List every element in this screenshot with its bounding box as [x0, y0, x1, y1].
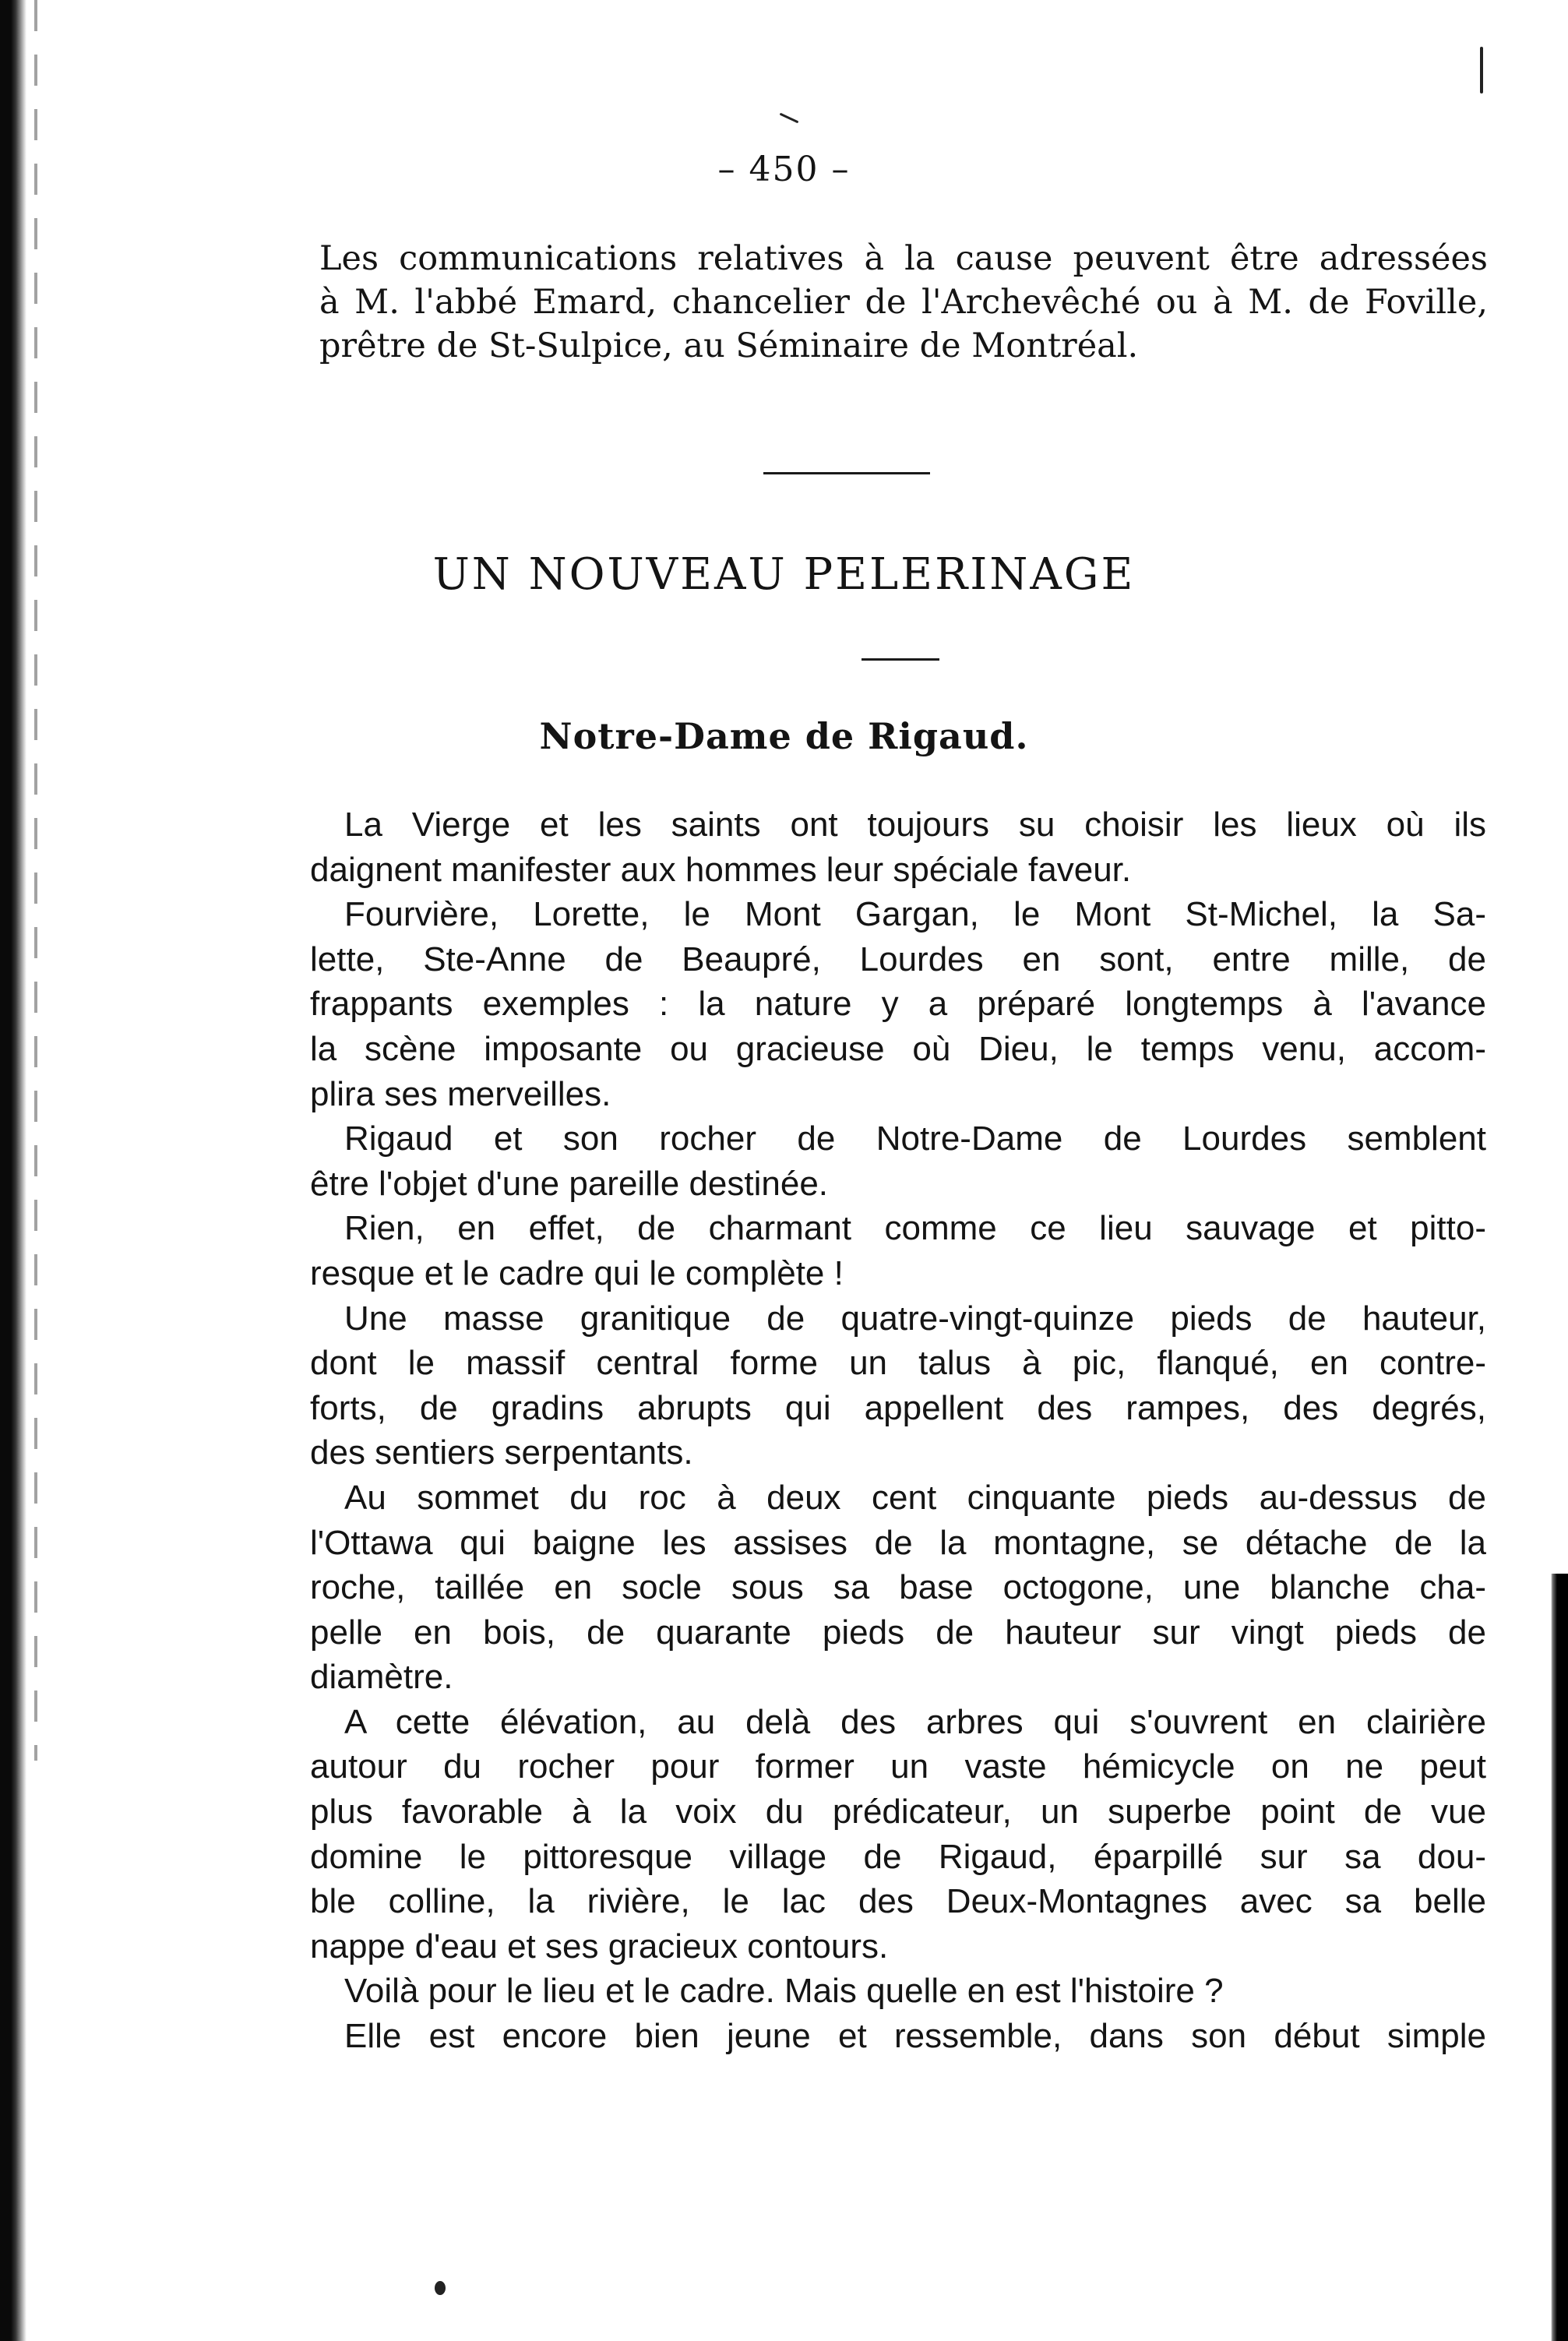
- paragraph: [310, 1700, 1486, 1969]
- text-line: ble colline, la rivière, le lac des Deux-Montagnes avec sa belle: [310, 1882, 1486, 1921]
- paragraph: [310, 1475, 1486, 1700]
- title-divider: [862, 658, 939, 661]
- paragraph: [310, 2014, 1486, 2059]
- text-line: Une masse granitique de quatre-vingt-quinze pieds de hauteur,: [344, 1299, 1486, 1338]
- ink-speck: [1480, 47, 1483, 93]
- text-line: daignent manifester aux hommes leur spéciale faveur.: [310, 850, 1132, 889]
- text-line: l'Ottawa qui baigne les assises de la montagne, se détache de la: [310, 1523, 1486, 1562]
- text-line: dont le massif central forme un talus à pic, flanqué, en contre-: [310, 1344, 1486, 1383]
- text-line: Rigaud et son rocher de Notre-Dame de Lourdes semblent: [344, 1119, 1486, 1158]
- notice-paragraph: [319, 237, 1488, 368]
- text-line: plus favorable à la voix du prédicateur, un superbe point de vue: [310, 1793, 1486, 1832]
- text-line: pelle en bois, de quarante pieds de hauteur sur vingt pieds de: [310, 1613, 1486, 1652]
- notice-line: à M. l'abbé Emard, chancelier de l'Archevêché ou à M. de Foville,: [319, 283, 1488, 322]
- text-line: domine le pittoresque village de Rigaud, éparpillé sur sa dou-: [310, 1837, 1486, 1876]
- article-subtitle: Notre-Dame de Rigaud.: [539, 715, 1029, 757]
- text-line: roche, taillée en socle sous sa base octogone, une blanche cha-: [310, 1568, 1486, 1607]
- text-line: nappe d'eau et ses gracieux contours.: [310, 1927, 889, 1966]
- text-line: autour du rocher pour former un vaste hémicycle on ne peut: [310, 1747, 1486, 1786]
- text-line: frappants exemples : la nature y a préparé longtemps à l'avance: [310, 985, 1486, 1024]
- text-line: lette, Ste-Anne de Beaupré, Lourdes en sont, entre mille, de: [310, 940, 1486, 978]
- section-divider: [763, 472, 930, 474]
- binding-edge: [0, 0, 26, 2341]
- article-title: UN NOUVEAU PELERINAGE: [432, 549, 1136, 600]
- text-line: plira ses merveilles.: [310, 1074, 611, 1113]
- page-number: – 450 –: [717, 150, 851, 189]
- ink-speck: [780, 113, 799, 124]
- text-line: la scène imposante ou gracieuse où Dieu, le temps venu, accom-: [310, 1029, 1486, 1068]
- text-line: Voilà pour le lieu et le cadre. Mais quelle en est l'histoire ?: [344, 1972, 1224, 2011]
- text-line: forts, de gradins abrupts qui appellent des rampes, des degrés,: [310, 1388, 1486, 1427]
- paragraph: [310, 1969, 1486, 2014]
- text-line: Au sommet du roc à deux cent cinquante pieds au-dessus de: [344, 1478, 1486, 1517]
- paragraph: [310, 802, 1486, 892]
- text-line: être l'objet d'une pareille destinée.: [310, 1164, 829, 1203]
- notice-line: Les communications relatives à la cause peuvent être adressées: [319, 239, 1488, 278]
- notice-line: prêtre de St-Sulpice, au Séminaire de Montréal.: [319, 326, 1139, 365]
- paragraph: [310, 892, 1486, 1116]
- ink-speck: [435, 2281, 446, 2295]
- text-line: Fourvière, Lorette, le Mont Gargan, le Mont St-Michel, la Sa-: [344, 895, 1486, 934]
- text-line: resque et le cadre qui le complète !: [310, 1253, 844, 1292]
- text-line: diamètre.: [310, 1658, 453, 1697]
- text-line: Rien, en effet, de charmant comme ce lieu sauvage et pitto-: [344, 1209, 1486, 1248]
- text-line: Elle est encore bien jeune et ressemble, dans son début simple: [344, 2017, 1486, 2056]
- paragraph: [310, 1116, 1486, 1206]
- text-line: des sentiers serpentants.: [310, 1433, 693, 1472]
- page-edge-shadow: [1551, 1574, 1568, 2341]
- text-line: A cette élévation, au delà des arbres qui s'ouvrent en clairière: [344, 1702, 1486, 1741]
- paragraph: [310, 1296, 1486, 1475]
- article-body: [310, 802, 1486, 2059]
- text-line: La Vierge et les saints ont toujours su choisir les lieux où ils: [344, 806, 1486, 844]
- paragraph: [310, 1206, 1486, 1296]
